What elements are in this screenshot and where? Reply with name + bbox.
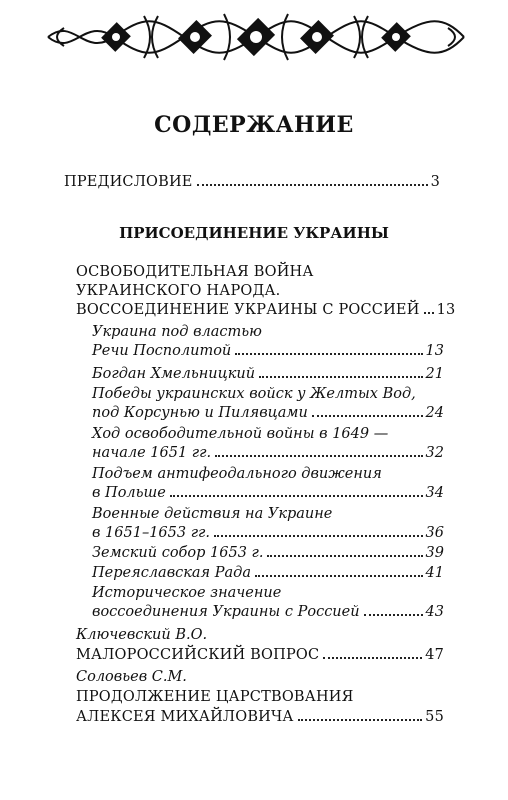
toc-subentry[interactable] — [92, 443, 444, 463]
toc-subentry[interactable] — [92, 543, 444, 563]
toc-label: в 1651–1653 гг. — [92, 525, 210, 541]
toc-page-number: 24 — [425, 405, 444, 421]
author-name: Ключевский В.О. — [76, 627, 208, 643]
page-title: СОДЕРЖАНИЕ — [154, 112, 354, 138]
toc-subentry[interactable] — [92, 563, 444, 583]
toc-label: ВОССОЕДИНЕНИЕ УКРАИНЫ С РОССИЕЙ — [76, 302, 420, 318]
dot-leader — [215, 455, 422, 457]
toc-subentry[interactable] — [92, 523, 444, 543]
dot-leader — [197, 184, 428, 186]
toc-label: МАЛОРОССИЙСКИЙ ВОПРОС — [76, 647, 320, 663]
toc-label: в Польше — [92, 485, 166, 501]
toc-page-number: 36 — [425, 525, 444, 541]
toc-page-number: 13 — [436, 302, 456, 318]
toc-label: Переяславская Рада — [92, 565, 251, 581]
author-name: Соловьев С.М. — [76, 669, 187, 685]
chapter-title-line: ПРОДОЛЖЕНИЕ ЦАРСТВОВАНИЯ — [76, 689, 354, 705]
toc-subentry-line: Победы украинских войск у Желтых Вод, — [92, 386, 416, 402]
toc-subentry-line: Ход освободительной войны в 1649 — — [92, 426, 389, 442]
toc-label: воссоединения Украины с Россией — [92, 604, 360, 620]
toc-subentry[interactable] — [92, 341, 444, 361]
toc-page-number: 43 — [425, 604, 444, 620]
toc-page-number: 39 — [425, 545, 444, 561]
toc-label: Богдан Хмельницкий — [92, 366, 256, 382]
toc-subentry[interactable] — [92, 483, 444, 503]
dot-leader — [364, 614, 423, 616]
toc-subentry[interactable] — [92, 364, 444, 384]
toc-entry-preface[interactable] — [64, 172, 440, 192]
toc-label: начале 1651 гг. — [92, 445, 212, 461]
toc-label: под Корсунью и Пилявцами — [92, 405, 308, 421]
toc-subentry-line: Украина под властью — [92, 324, 262, 340]
dot-leader — [259, 376, 422, 378]
chapter-title-line: УКРАИНСКОГО НАРОДА. — [76, 283, 281, 299]
dot-leader — [170, 495, 423, 497]
toc-subentry-line: Подъем антифеодального движения — [92, 466, 382, 482]
toc-subentry-line: Военные действия на Украине — [92, 506, 333, 522]
toc-page-number: 41 — [425, 565, 444, 581]
dot-leader — [214, 535, 423, 537]
dot-leader — [235, 353, 422, 355]
toc-subentry-line: Историческое значение — [92, 585, 282, 601]
toc-page-number: 3 — [430, 174, 440, 190]
toc-subentry[interactable] — [92, 403, 444, 423]
dot-leader — [312, 415, 423, 417]
dot-leader — [267, 555, 422, 557]
toc-page-number: 32 — [425, 445, 444, 461]
chapter-title-line: ОСВОБОДИТЕЛЬНАЯ ВОЙНА — [76, 264, 314, 280]
toc-label: Земский собор 1653 г. — [92, 545, 264, 561]
section-title: ПРИСОЕДИНЕНИЕ УКРАИНЫ — [119, 224, 389, 242]
toc-label: ПРЕДИСЛОВИЕ — [64, 174, 193, 190]
toc-page-number: 47 — [425, 647, 444, 663]
toc-subentry[interactable] — [92, 602, 444, 622]
toc-entry-chapter-1[interactable] — [76, 300, 456, 320]
dot-leader — [323, 657, 422, 659]
ornament-band — [44, 6, 468, 68]
toc-entry-chapter-3[interactable] — [76, 707, 444, 727]
toc-page-number: 55 — [425, 709, 444, 725]
toc-entry-chapter-2[interactable] — [76, 645, 444, 665]
toc-page-number: 13 — [425, 343, 444, 359]
toc-page-number: 34 — [425, 485, 444, 501]
dot-leader — [424, 312, 434, 314]
toc-page-number: 21 — [425, 366, 444, 382]
dot-leader — [255, 575, 423, 577]
toc-label: Речи Посполитой — [92, 343, 232, 359]
toc-label: АЛЕКСЕЯ МИХАЙЛОВИЧА — [76, 709, 294, 725]
dot-leader — [298, 719, 423, 721]
